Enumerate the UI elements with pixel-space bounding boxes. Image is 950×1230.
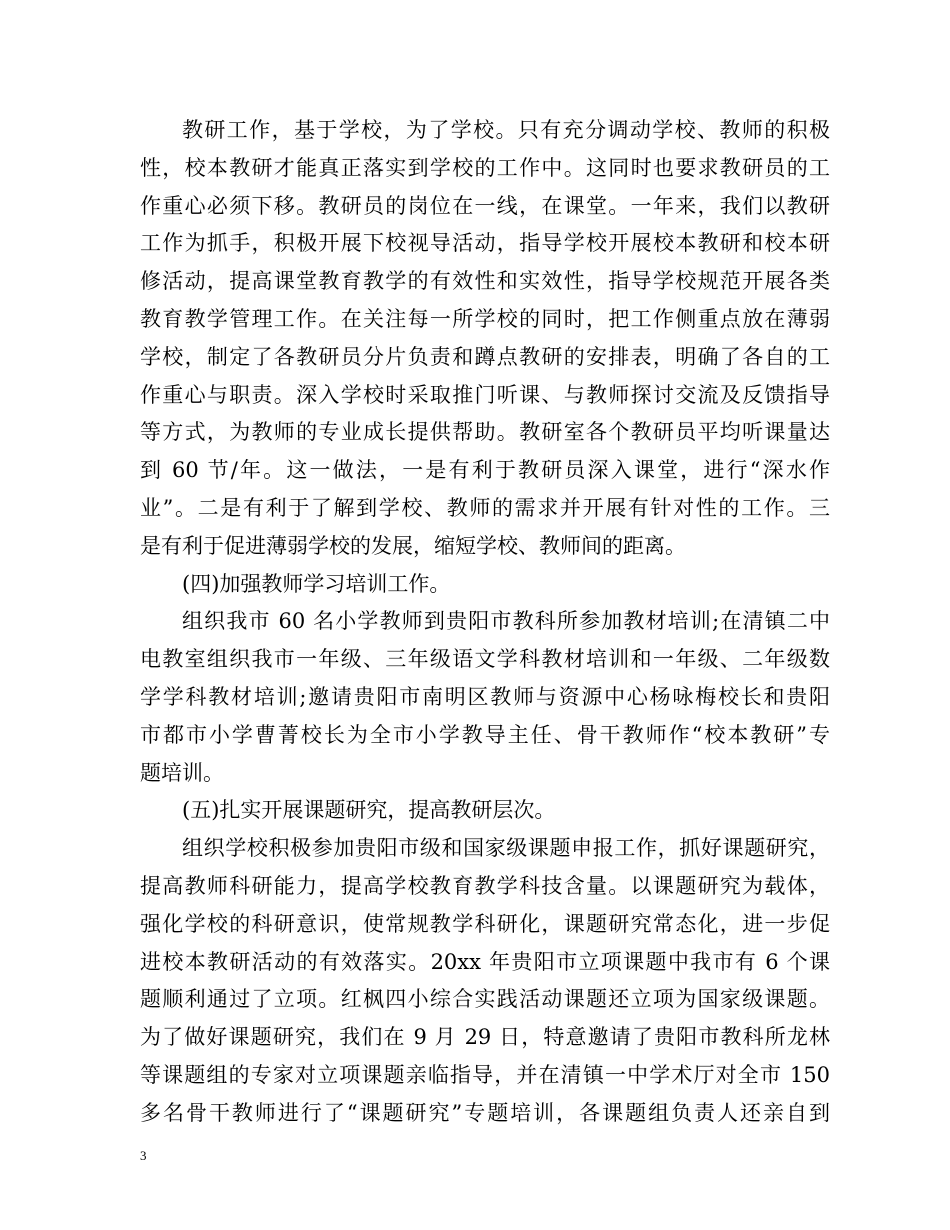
- paragraph-line: 强化学校的科研意识，使常规教学科研化，课题研究常态化，进一步促: [140, 911, 830, 936]
- paragraph-line: 电教室组织我市一年级、三年级语文学科教材培训和一年级、二年级数: [140, 647, 830, 672]
- paragraph-line: 学校，制定了各教研员分片负责和蹲点教研的安排表，明确了各自的工: [140, 344, 830, 369]
- paragraph-line: 题顺利通过了立项。红枫四小综合实践活动课题还立项为国家级课题。: [140, 987, 830, 1012]
- paragraph-line: 教研工作，基于学校，为了学校。只有充分调动学校、教师的积极: [182, 118, 830, 142]
- paragraph-line: 等方式，为教师的专业成长提供帮助。教研室各个教研员平均听课量达: [140, 420, 830, 445]
- section-heading: (五)扎实开展课题研究，提高教研层次。: [182, 798, 556, 823]
- paragraph-line: 学学科教材培训;邀请贵阳市南明区教师与资源中心杨咏梅校长和贵阳: [140, 684, 830, 709]
- paragraph-line: 等课题组的专家对立项课题亲临指导，并在清镇一中学术厅对全市 150: [140, 1062, 830, 1087]
- paragraph-line: 性，校本教研才能真正落实到学校的工作中。这同时也要求教研员的工: [140, 155, 830, 180]
- paragraph-line: 为了做好课题研究，我们在 9 月 29 日，特意邀请了贵阳市教科所龙林: [140, 1025, 830, 1050]
- section-heading: (四)加强教师学习培训工作。: [182, 571, 451, 596]
- paragraph-line: 教育教学管理工作。在关注每一所学校的同时，把工作侧重点放在薄弱: [140, 306, 830, 331]
- paragraph-line: 进校本教研活动的有效落实。20xx 年贵阳市立项课题中我市有 6 个课: [140, 949, 830, 974]
- paragraph-line: 作重心与职责。深入学校时采取推门听课、与教师探讨交流及反馈指导: [140, 382, 830, 407]
- paragraph-line: 业”。二是有利于了解到学校、教师的需求并开展有针对性的工作。三: [140, 495, 830, 520]
- paragraph-line: 提高教师科研能力，提高学校教育教学科技含量。以课题研究为载体，: [140, 873, 830, 898]
- paragraph-line: 组织学校积极参加贵阳市级和国家级课题申报工作，抓好课题研究，: [182, 836, 830, 861]
- paragraph-line: 作重心必须下移。教研员的岗位在一线，在课堂。一年来，我们以教研: [140, 193, 830, 218]
- paragraph-line: 题培训。: [140, 760, 224, 785]
- paragraph-line: 多名骨干教师进行了“课题研究”专题培训，各课题组负责人还亲自到: [140, 1100, 830, 1125]
- paragraph-line: 工作为抓手，积极开展下校视导活动，指导学校开展校本教研和校本研: [140, 231, 830, 256]
- document-body: [140, 112, 830, 1133]
- paragraph-line: 组织我市 60 名小学教师到贵阳市教科所参加教材培训;在清镇二中: [182, 609, 830, 634]
- page-number: 3: [140, 1148, 147, 1163]
- paragraph-line: 修活动，提高课堂教育教学的有效性和实效性，指导学校规范开展各类: [140, 269, 830, 294]
- paragraph-line: 是有利于促进薄弱学校的发展，缩短学校、教师间的距离。: [140, 533, 686, 558]
- paragraph-line: 到 60 节/年。这一做法，一是有利于教研员深入课堂，进行“深水作: [140, 458, 830, 483]
- paragraph-line: 市都市小学曹菁校长为全市小学教导主任、骨干教师作“校本教研”专: [140, 722, 830, 747]
